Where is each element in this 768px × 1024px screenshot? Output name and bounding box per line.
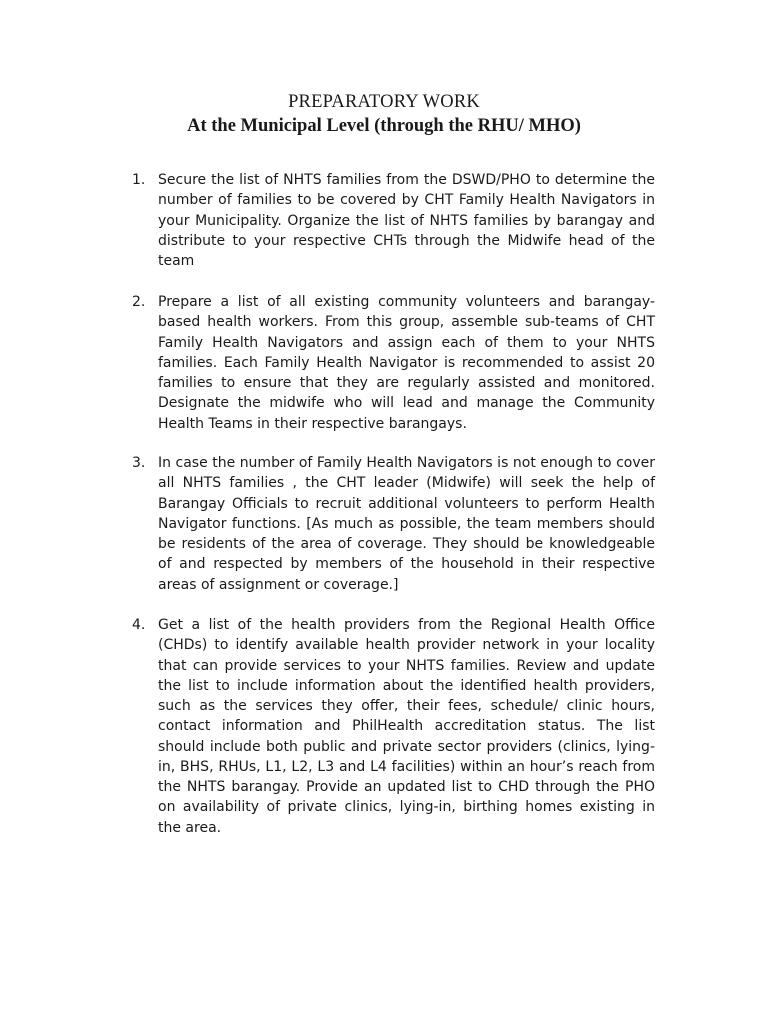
list-item-text: In case the number of Family Health Navigators is not enough to cover all NHTS families , the CHT leader (Midwife) will seek the help of Barangay Officials to recruit additional volunteers to perform Health Navigator functions. [As much as possible, the team members should be residents of the area of coverage. They should be knowledgeable of and respected by members of the household in their respective areas of assignment or coverage.] bbox=[158, 455, 655, 593]
list-item-number: 4. bbox=[132, 617, 146, 633]
list-item-number: 2. bbox=[132, 294, 146, 310]
list-item-number: 3. bbox=[132, 455, 146, 471]
list-item-number: 1. bbox=[132, 172, 146, 188]
list-item-text: Get a list of the health providers from the Regional Health Office (CHDs) to identify available health provider network in your locality that can provide services to your NHTS families. Review and update the list to include information about the identified health providers, such as the services they offer, their fees, schedule/ clinic hours, contact information and PhilHealth accreditation status. The list should include both public and private sector providers (clinics, lying-in, BHS, RHUs, L1, L2, L3 and L4 facilities) within an hour’s reach from the NHTS barangay. Provide an updated list to CHD through the PHO on availability of private clinics, lying-in, birthing homes existing in the area. bbox=[158, 617, 655, 836]
document-title: PREPARATORY WORK bbox=[288, 92, 480, 112]
document-subtitle: At the Municipal Level (through the RHU/ MHO) bbox=[187, 116, 581, 136]
list-item-text: Prepare a list of all existing community volunteers and barangay-based health workers. From this group, assemble sub-teams of CHT Family Health Navigators and assign each of them to your NHTS families. Each Family Health Navigator is recommended to assist 20 families to ensure that they are regularly assisted and monitored. Designate the midwife who will lead and manage the Community Health Teams in their respective barangays. bbox=[158, 294, 655, 432]
list-item-text: Secure the list of NHTS families from the DSWD/PHO to determine the number of families to be covered by CHT Family Health Navigators in your Municipality. Organize the list of NHTS families by barangay and distribute to your respective CHTs through the Midwife head of the team bbox=[158, 172, 655, 269]
